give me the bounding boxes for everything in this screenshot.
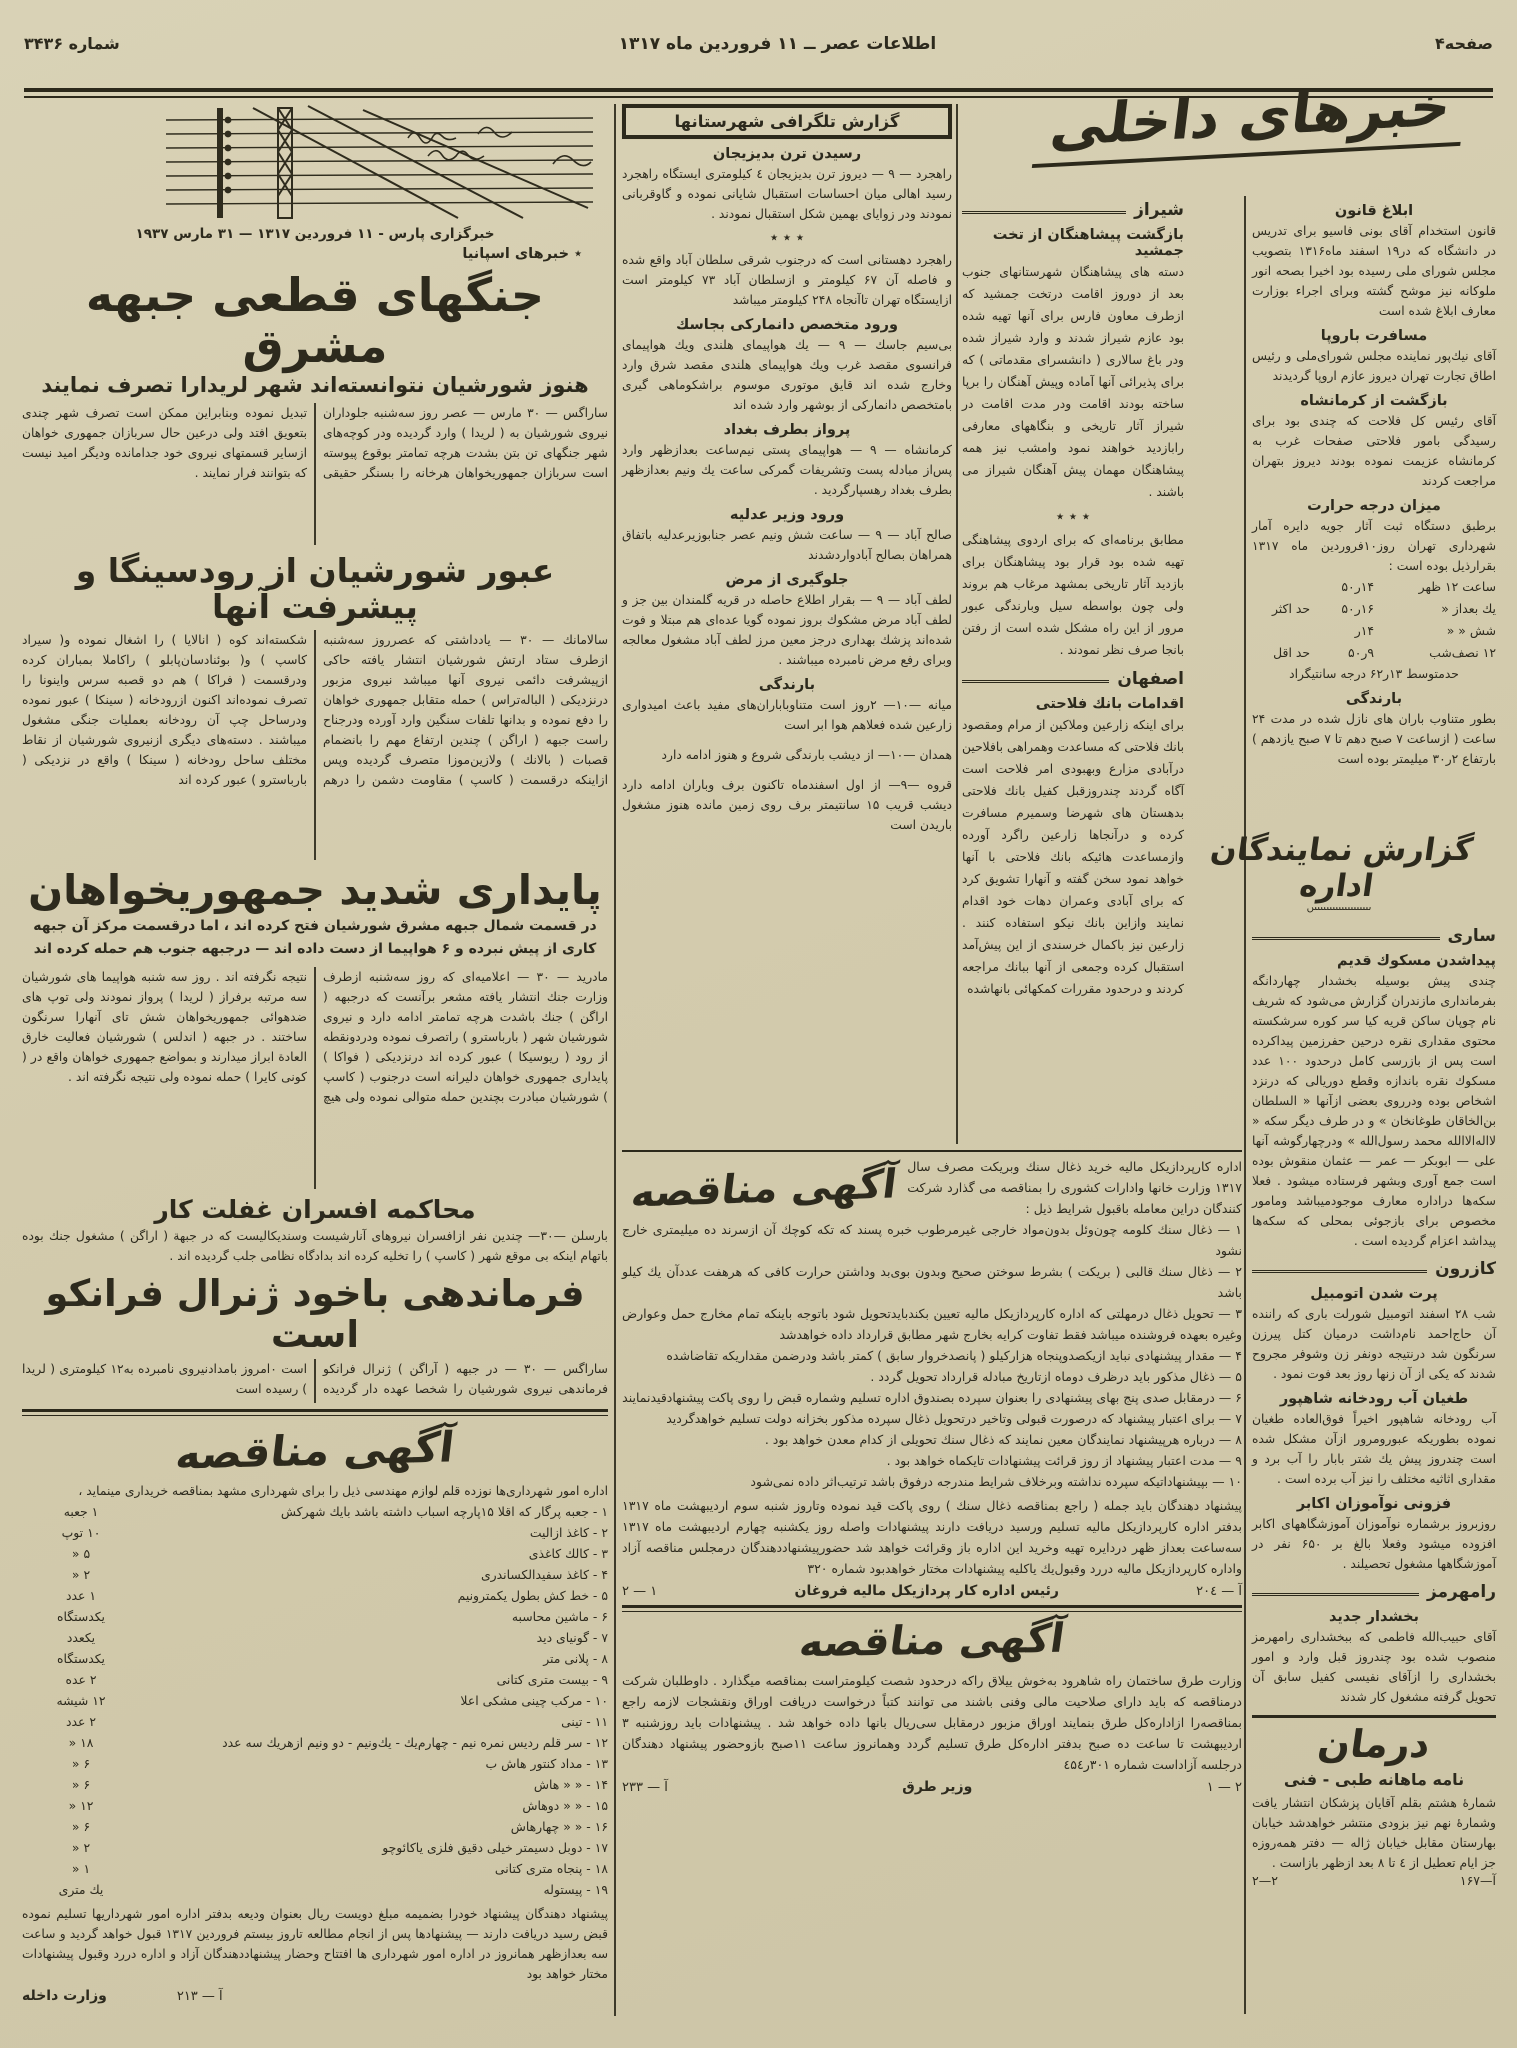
temperature-note: حد اکثر — [1271, 601, 1310, 616]
article-republican-resistance — [22, 967, 608, 1189]
section-title-scouts-return: بازگشت پیشاهنگان از تخت جمشید — [992, 227, 1184, 259]
city-header-shiraz — [962, 200, 1184, 220]
coal-tender-head — [622, 1156, 1242, 1219]
tenders-wide-section — [622, 1150, 1242, 2022]
spain-news-section — [22, 104, 608, 2042]
section-title-rainfall-tehran: بارندگی — [1345, 691, 1403, 707]
tender-term: ۶ — درمقابل صدی پنج بهای پیشنهادی را بعنوان سپرده بصندوق اداره تسلیم وشماره قبض را روی پاکت پیشنهادقیدنمایند — [622, 1390, 1242, 1405]
advert-ref-count: ۲—۲ — [1252, 1873, 1278, 1888]
section-body: آب رودخانه شاهپور اخیراً فوق‌العاده طغیان نموده بطوریکه عبورومرور ازآن مشکل شده است چندروز پیش یك شتر بابار را آب برد و مقداری اثاثیه مختلف را نیز آب برده است . — [1252, 1412, 1496, 1486]
headline-officers-trial: محاکمه افسران غفلت کار — [154, 1195, 476, 1225]
article-text: سالامانك — ۳۰ — یادداشتی که عصرروز سه‌شنبه ازطرف ستاد ارتش شورشیان انتشار یافته حاکی ازپیشرفت دائمی نیروی آنها میباشد نیروی مزبور درنزدیکی ( الباله‌تراس ) حمله متقابل جمهوری خواهان را دفع نموده و بدانها تلفات سنگین وارد آورده ودرجناح راست جبهه ( اراگن ) چندین ارتفاع مهم را بانضمام قصبات ( بالانك ) ولازین‌موزا متصرف گردیده وپس ازاینکه درقسمت ( کاسپ ) مقاومت دشمن را درهم شکسته‌اند کوه ( انالایا ) — [171, 632, 608, 787]
tender-item-row — [22, 1837, 608, 1858]
section-title-temperature: میزان درجه حرارت — [1307, 498, 1441, 514]
article-text: شخصا عهده دار گردیده است ۰امروز بامدادنیروی نامبرده به۱۲ کیلومتری ( لریدا ) رسیده است — [22, 1362, 448, 1397]
column-divider — [614, 104, 616, 2016]
advert-subtitle: نامه ماهانه طبی - فنی — [1283, 1770, 1465, 1789]
tender-item-row — [22, 1648, 608, 1669]
tender-signature: وزارت داخله — [22, 1988, 107, 2005]
tender-item-quantity: یکعدد — [66, 1630, 96, 1646]
article-text: مادرید — ۳۰ — اعلامیه‌ای که روز سه‌شنبه ازطرف وزارت جنك انتشار یافته مشعر برآنست که درجبهه ( اراگن ) جنك باشدت هرچه تمامتر ادامه دارد و نیروی شورشیان شهر ( بارباسترو ) راتصرف نموده ودردونقطه از رود ( ریوسیکا ) عبور کرده اند درنزدیکی ( فواکا ) پایداری جمهوری خواهان دلیرانه است درجنوب ( کاسپ ) شورشیان مبادرت — [323, 970, 608, 1105]
headline-franco-command: فرماندهی باخود ژنرال فرانکو است — [45, 1272, 585, 1356]
tender-item-row — [22, 1795, 608, 1816]
tender-term: ۸ — درباره هرپیشنهاد نمایندگان معین نمایند که ذغال سنك تحویلی از کدام معدن خواهد بود . — [764, 1432, 1242, 1447]
temperature-value: ۱۴ر۵۰ — [1341, 579, 1374, 594]
temperature-value: ۹ر۵۰ — [1348, 645, 1374, 660]
article-text: ساراگس — ۳۰ مارس — عصر روز سه‌شنبه جلوداران نیروی شورشیان به ( لریدا ) وارد گردیده ودر کوچه‌های شهر جنگهای تن بتن بشدت هرچه تمامتر بوقوع پیوسته است سربازان جمهوریخواهان هرخانه را بسنگر حقیقی تبدیل — [280, 406, 608, 481]
section-title-new-governor: بخشدار جدید — [1328, 1609, 1420, 1625]
rainfall-report: میانه —۱۰— ۲روز است متناوباباران‌های مفید باعث امیدواری زارعین شده فعلاهم هوا ابر است — [622, 698, 952, 732]
temperature-time: ساعت ۱۲ ظهر — [1418, 579, 1496, 594]
headline-republican-resistance: پایداری شدید جمهوریخواهان — [28, 865, 602, 914]
tender-item-name: ۱۱ - تینی — [561, 1714, 608, 1730]
coal-tender-terms-list — [622, 1219, 1242, 1492]
report-title: گزارش نمایندگان اداره — [1208, 832, 1475, 904]
section-body: بی‌سیم جاسك — ۹ — یك هواپیمای هلندی ویك هواپیمای فرانسوی مقصد غرب ویك هواپیمای هلندی مقصد شرق وارد وخارج شده اند قایق موتوری موسوم براشکوماهی گیری بامتخصص دانمارکی از بوشهر وارد شده اند — [622, 338, 952, 412]
city-header-sari — [1252, 926, 1496, 946]
page-number: صفحه۴ — [1435, 34, 1493, 53]
city-underline — [1252, 1266, 1427, 1273]
city-name: اصفهان — [1117, 669, 1184, 689]
masthead-title: اطلاعات عصر ــ ۱۱ فروردین ماه ۱۳۱۷ — [618, 34, 937, 54]
tender-body-road: وزارت طرق ساختمان راه شاهرود به‌خوش ییلاق راکه درحدود شصت کیلومتراست بمناقصه میگذارد . داوطلبان شرکت درمناقصه که باید دارای صلاحیت مالی وفنی باشند می توانند کتباً درخواست دریافت اوراق ونقشجات لازمه راجع بمناقصه‌را ازاداره‌کل طرق بنمایند اوراق مزبور درمقابل سی‌ریال بانها داده خواهد شد . پیشنهادات باید روزشنبه ۳ اردیبهشت تا ساعت ده صبح بدفتر اداره‌کل طرق تسلیم گردد وهمانروز ساعت ۱۱صبح بازوحضور پیشنهاد دهندگان درجلسه آزاداست شماره ۳۰۱ر٤۵٤ — [622, 1673, 1242, 1772]
city-underline — [1252, 1589, 1419, 1596]
advert-ref-number: آ—۱۶۷ — [1459, 1873, 1496, 1888]
section-title-baghdad-flight: پرواز بطرف بغداد — [723, 422, 851, 438]
tender-item-name: ۵ - خط کش بطول یکمترونیم — [457, 1588, 608, 1604]
section-title-justice-minister: ورود وزیر عدلیه — [729, 507, 845, 523]
article-officers-trial: بارسلن —۳۰— چندین نفر ازافسران نیروهای آنارشیست وسندیکالیست که در جبهة ( اراگن ) مشغول جنك بوده باتهام اینکه بی موقع شهر ( کاسپ ) را تخلیه کرده اند بدادگاه نظامی جلب گردیده اند . — [22, 1229, 608, 1264]
section-title-car-overturn: پرت شدن اتومبیل — [1310, 1286, 1438, 1302]
domestic-news-title: خبرهای داخلی — [1032, 73, 1469, 168]
headline-eastern-front: جنگهای قطعی جبهه مشرق — [85, 268, 545, 373]
section-title-kermanshah-return: بازگشت از کرمانشاه — [1300, 393, 1448, 409]
road-tender-signature-row — [622, 1779, 1242, 1795]
tender-run-count: ۲ — ۱ — [1206, 1780, 1242, 1795]
tender-item-row — [22, 1816, 608, 1837]
temperature-value: ۱۴ر — [1354, 623, 1374, 638]
city-underline — [962, 207, 1126, 214]
section-body: قانون استخدام آقای بونی فاسیو برای تدریس در دانشگاه که در۱۹ اسفند ماه۱۳۱۶ بتصویب مجلس شورای ملی رسیده بود اخیرا بصحه انور ملوکانه نیز موشح گشته وبرای اجراء بوزارت معارف ابلاغ شده است — [1252, 224, 1497, 318]
article-text: ساراگس — ۳۰ — در جبهه ( آراگن ) ژنرال فرانکو فرماندهی نیروی شورشیان را — [323, 1362, 608, 1397]
section-body: دسته های پیشاهنگان شهرستانهای جنوب بعد از دوروز اقامت درتخت جمشید که ازطرف معاون فارس برای آنها تهیه شده بود عازم شیراز شدند و وارد شیراز شده ودر باغ سالاری ( دانشسرای مقدماتی ) که برای پذیرائی آنها آماده وپیش آهنگان را برپا ساخته بودند اقامت ودر مدت اقامت در شیراز آثار تاریخی و بنگاههای معارفی رابازدید خواهند نمود وامشب نیز همه پیشاهنگان مهمان پیش آهنگان شیراز می باشند . — [962, 265, 1184, 499]
section-body: راهجرد دهستانی است که درجنوب شرقی سلطان آباد واقع شده و فاصله آن ۶۷ کیلومتر و ازسلطان آباد ۷۳ کیلومتر است ازایستگاه تهران تاآنجاه ۲۴۸ کیلومتر میباشد — [622, 253, 952, 307]
tender-item-name: ۴ - کاغذ سفیدالکساندری — [480, 1567, 608, 1583]
section-body: آقای نیك‌پور نماینده مجلس شورای‌ملی و رئیس اطاق تجارت تهران دیروز عازم اروپا گردیدند — [1252, 349, 1496, 383]
city-name: کازرون — [1435, 1259, 1496, 1279]
report-of-representatives-banner — [1178, 832, 1500, 912]
city-header-ramhormoz — [1252, 1582, 1496, 1602]
domestic-column-upper — [1252, 196, 1496, 830]
rainfall-report: همدان —۱۰— از دیشب بارندگی شروع و هنوز ادامه دارد — [661, 748, 952, 762]
coal-tender-signature-row — [622, 1583, 1242, 1599]
tender-items-list — [22, 1501, 608, 1900]
tender-ref-number: آ — ۲۳۳ — [622, 1780, 668, 1795]
advert-title: درمان — [1315, 1722, 1433, 1766]
city-header-isfahan — [962, 669, 1184, 689]
photo-caption-agency: خبرگزاری پارس - ۱۱ فروردین ۱۳۱۷ — ۳۱ مارس ۱۹۳۷ — [135, 226, 495, 242]
tender-item-name: ۱۷ - دوبل دسیمتر خیلی دقیق فلزی یاکائوچو — [382, 1840, 608, 1856]
tender-item-row — [22, 1690, 608, 1711]
tender-item-name: ۱۳ - مداد کنتور هاش ب — [485, 1756, 608, 1772]
tender-item-row — [22, 1564, 608, 1585]
tender-term: ۳ — تحویل ذغال درمهلتی که اداره کارپردازیکل مالیه تعیین بکندبایدتحویل شود باتوجه باینکه تمام مخارج حمل وعوارض وغیره بعهده فروشنده میباشد فقط تفاوت کرایه بخارج شهر مطابق قرارداد داده خواهدشد — [622, 1306, 1242, 1342]
section-body: روزبروز برشماره نوآموزان آموزشگاههای اکابر افزوده میشود وفعلا بالغ بر ۶۵۰ نفر در آموزشگاهها مشغول تحصیلند . — [1252, 1517, 1496, 1571]
section-body: لطف آباد — ۹ — بقرار اطلاع حاصله در قریه گلمندان بین جز و لطف آباد مرض مشکوك بروز نموده گویا عده‌ای هم مبتلا و فوت شده‌اند پزشك بهداری درجز معین مرز لطف آباد مشغول معالجه وبرای رفع مرض نامبرده میباشند . — [622, 593, 952, 667]
tender-item-row — [22, 1753, 608, 1774]
tender-item-name: ۶ - ماشین محاسبه — [511, 1609, 608, 1625]
tender-item-name: ۹ - بیست متری کتانی — [496, 1672, 608, 1688]
tender-intro-mashhad: اداره امور شهرداری‌ها نوزده قلم لوازم مهندسی ذیل را برای شهرداری مشهد بمناقصه خریداری مینماید ، — [78, 1484, 608, 1499]
tender-item-row — [22, 1879, 608, 1900]
section-title-danish-expert: ورود متخصص دانمارکی بجاسك — [676, 317, 898, 333]
section-body: کرمانشاه — ۹ — هواپیمای پستی نیم‌ساعت بعدازظهر وارد پس‌از مبادله پست وتشریفات گمرکی ساعت یك ونیم بعدازظهر بطرف بغداد رهسپارگردید . — [622, 443, 952, 497]
telegraph-column-title: گزارش تلگرافی شهرستانها — [622, 104, 952, 139]
tender-item-row — [22, 1522, 608, 1543]
section-title-rainfall: بارندگی — [758, 677, 816, 693]
telegraph-reports-column — [622, 104, 952, 1144]
temperature-table — [1252, 576, 1496, 664]
column-divider — [1244, 196, 1246, 2014]
section-body: بطور متناوب باران های نازل شده در مدت ۲۴ ساعت ( ازساعت ۷ صبح دهم تا ۷ صبح یازدهم ) بارتفاع ۲ر۳۰ میلیمتر بوده است — [1252, 712, 1496, 766]
tender-term: ۹ — مدت اعتبار پیشنهاد از روز قرائت پیشنهادات تایکماه خواهد بود . — [886, 1453, 1242, 1468]
city-name: ساری — [1447, 926, 1496, 946]
shiraz-isfahan-column — [962, 192, 1184, 1144]
section-title-old-coins: پیداشدن مسکوك قدیم — [1336, 953, 1496, 969]
section-rule — [622, 1605, 1242, 1612]
tender-item-name: ۱ - جعبه پرگار که اقلا ۱۵پارچه اسباب داشته باشد بایك شهرکش — [280, 1504, 608, 1520]
temperature-value: ۱۶ر۵۰ — [1341, 601, 1374, 616]
domestic-news-banner — [1030, 73, 1470, 160]
tender-term: ۷ — برای اعتبار پیشنهاد که درصورت قبولی وتاخیر درتحویل ذغال سپرده مذکور بخزانه دولت تسلیم خواهدگردید — [666, 1411, 1242, 1426]
city-underline — [962, 676, 1109, 683]
article-text: نموده وبنابراین ممکن است تصرف شهر چندی بتعویق افتد ولی درعین حال سربازان جمهوری خواهان ازسایر قسمتهای نیروی خود جدامانده ودیگر امید نیست که بتوانند فرار نمایند . — [22, 406, 307, 481]
tender-item-quantity: ۲ عدد — [65, 1714, 96, 1730]
darman-advert-box — [1252, 1715, 1496, 1888]
rainfall-report-list — [622, 695, 952, 835]
tender-item-quantity: ۱۰ توپ — [61, 1525, 101, 1541]
temperature-time: شش « « — [1446, 623, 1496, 638]
section-title-disease-prevention: جلوگیری از مرض — [725, 572, 849, 588]
tender-signature: رئیس اداره کار پردازیکل مالیه فروغان — [794, 1583, 1059, 1599]
tender-item-row — [22, 1543, 608, 1564]
tender-item-row — [22, 1606, 608, 1627]
tender-item-quantity: ۶ « — [71, 1756, 91, 1772]
section-rule — [22, 1409, 608, 1416]
tender-term: ۵ — ذغال مذکور باید درظرف دوماه ازتاریخ مبادله قرارداد تحویل گردد . — [870, 1369, 1242, 1384]
rainfall-report: قروه —۹— از اول اسفندماه تاکنون برف وباران ادامه دارد دیشب قریب ۱۵ سانتیمتر برف روی زمین مانده هنوز مشغول باریدن است — [622, 778, 953, 832]
section-body: مطابق برنامه‌ای که برای اردوی پیشاهنگی تهیه شده بود قرار بود پیشاهنگان برای بازدید آثار تاریخی بمشهد مرغاب هم بروند ولی چون بواسطه سیل وبارندگی عبور مرور از این راه مشکل شده است از رفتن بانجا صرف نظر نمودند . — [962, 533, 1184, 657]
city-header-kazerun — [1252, 1259, 1496, 1279]
temperature-row — [1252, 642, 1496, 664]
tender-item-name: ۳ - کالك کاغذی — [528, 1546, 608, 1562]
tender-term: ۴ — مقدار پیشنهادی نباید ازیکصدوپنجاه هزارکیلو ( پانصدخروار سابق ) کمتر باشد ودرضمن مقداریکه تقاضاشده — [666, 1348, 1242, 1363]
tender-title-mashhad: آگهی مناقصه — [173, 1422, 457, 1480]
tender-item-quantity: ۱۲ « — [68, 1798, 94, 1814]
tender-item-quantity: ۲ « — [71, 1840, 91, 1856]
tender-item-row — [22, 1858, 608, 1879]
domestic-column-lower — [1252, 918, 1496, 2016]
article-singa-crossing — [22, 630, 608, 860]
tender-term: ۲ — ذغال سنك قالبی ( بریکت ) بشرط سوختن صحیح وبدون بوی‌بد وداشتن حرارت کافی که هرهفت عددآن یك کیلو باشد — [622, 1264, 1242, 1300]
tender-closing-coal: پیشنهاد دهندگان باید جمله ( راجع بمناقصه ذغال سنك ) روی پاکت قید نموده وتاروز شنبه سوم اردیبهشت ماه ۱۳۱۷ بدفتر اداره کارپردازیکل مالیه تسلیم ورسید دریافت دارند پیشنهادات واصله روز یکشنبه چهارم اردیبهشت ماه ۱۳۱۷ سه‌ساعت بعداز ظهر دردایره تهیه وخرید این اداره باز وقرائت خواهد شد حضورپیشنهاددهندگان درمجلس مناقصه آزاد واداره کارپردازیکل مالیه دررد وقبول‌یك یاکلیه پیشنهادات مختار خواهدبود شماره ۳۲۰ — [622, 1498, 1242, 1576]
tender-signature: وزیر طرق — [902, 1779, 973, 1795]
section-title-europe-trip: مسافرت باروپا — [1320, 328, 1428, 344]
tender-item-quantity: ۲ « — [71, 1567, 91, 1583]
temperature-time: یك بعداز « — [1441, 601, 1496, 616]
tender-item-quantity: یکدستگاه — [56, 1609, 106, 1625]
section-body: راهجرد — ۹ — دیروز ترن بدیزیجان ٤ کیلومتری ایستگاه راهجرد رسید اهالی میان احساسات استقبال شایانی نموده و گاوقربانی نمودند ودر زوایای بهمین شکل استقبال نمودند . — [622, 167, 952, 221]
tender-item-quantity: ۱ جعبه — [63, 1504, 99, 1520]
telegraph-illustration — [22, 104, 608, 224]
tender-item-row — [22, 1669, 608, 1690]
ornament-stars-icon: ٭ ٭ ٭ — [769, 228, 805, 246]
article-franco-command — [22, 1359, 608, 1403]
tender-ref-number: آ — ۲۱۳ — [176, 1989, 223, 2005]
tender-ref-number: آ — ۲۰٤ — [1196, 1584, 1242, 1599]
tender-item-row — [22, 1585, 608, 1606]
temperature-note: حد اقل — [1273, 645, 1310, 660]
advert-body: شمارهٔ هشتم بقلم آقایان پزشکان انتشار یافت وشمارهٔ نهم نیز بزودی منتشر خواهدشد خیابان بهارستان مقابل خیابان ژاله — دفتر همه‌روزه جز ایام تعطیل از ٤ تا ۸ بعد ازظهر بازاست . — [1252, 1796, 1496, 1870]
column-divider — [956, 104, 958, 1144]
issue-number: شماره ۳۴۳۶ — [24, 34, 120, 53]
tender-item-name: ۱۵ - « « دوهاش — [522, 1798, 608, 1814]
tender-item-name: ۱۹ - پیستوله — [543, 1882, 608, 1898]
temperature-row — [1252, 620, 1496, 642]
city-name: شیراز — [1134, 200, 1184, 220]
tender-item-quantity: ۶ « — [71, 1777, 91, 1793]
tender-item-quantity: ۱۲ شیشه — [56, 1693, 106, 1709]
tender-signature-row — [22, 1988, 608, 2004]
tender-item-quantity: یکدستگاه — [56, 1651, 106, 1667]
photo-caption-topic: ٭ خبرهای اسپانیا — [462, 246, 582, 262]
tender-term: ۱ — ذغال سنك کلومه چون‌وئل بدون‌مواد خارجی غیرمرطوب خبره پسند که تکه کوچك آن ازسرند ده میلیمتری خارج نشود — [622, 1222, 1242, 1258]
section-title-law-notice: ابلاغ قانون — [1334, 203, 1414, 219]
tender-item-quantity: ۶ « — [71, 1819, 91, 1835]
tender-item-name: ۷ - گونیای دید — [536, 1630, 608, 1646]
tender-item-row — [22, 1501, 608, 1522]
tender-item-name: ۲ - کاغذ ازالیت — [529, 1525, 608, 1541]
tender-item-quantity: ۱ عدد — [65, 1588, 96, 1604]
article-eastern-front — [22, 403, 608, 545]
temperature-note — [1252, 576, 1310, 598]
section-title-river-flood: طغیان آب رودخانه شاهپور — [1279, 1391, 1469, 1407]
tender-run-count: ۱ — ۲ — [622, 1584, 658, 1599]
section-body: آقای حبیب‌الله فاطمی که ببخشداری رامهرمز منصوب شده بود چندروز قبل وارد و امور بخشداری را ازآقای نفیسی کفیل سابق آن تحویل گرفته مشغول کار شدند — [1252, 1630, 1496, 1704]
section-body: آقای رئیس کل فلاحت که چندی بود برای رسیدگی بامور فلاحتی صفحات غرب به کرمانشاه عزیمت نموده بودند دیروز بتهران مراجعت کردند — [1252, 414, 1496, 488]
article-text: را اشغال نموده و( سیراد کاسپ ) و( بوئنادسان‌پابلو ) راکاملا بمباران کرده ودرقسمت ( فراکا ) هم دو قصبه سرس واینونا را تصرف نموده‌اند اکنون ازرودخانه ( سینکا ) عبور نموده ودرساحل چپ آن رودخانه بعملیات جنگی مشغول میباشند . دسته‌های دیگری ازنیروی شورشیان از نقاط مختلف ساحل رودخانه ( سینکا ) واقع در نزدیکی ( بارباسترو ) عبور کرده اند — [22, 632, 307, 787]
tender-item-name: ۱۲ - سر قلم ردیس نمره نیم - چهارم‌یك - یك‌ونیم - دو ونیم ازهریك سه عدد — [222, 1735, 608, 1751]
temperature-row — [1252, 598, 1496, 620]
tender-item-row — [22, 1774, 608, 1795]
tender-item-quantity: ۱ « — [71, 1861, 91, 1877]
tender-item-name: ۱۴ - « « هاش — [533, 1777, 608, 1793]
tender-term: ۱۰ — بپیشنهاداتیکه سپرده نداشته وبرخلاف شرایط مندرجه درفوق باشد ترتیب‌اثر داده نمی‌شود — [750, 1474, 1242, 1489]
temperature-time: ۱۲ نصف‌شب — [1429, 645, 1496, 660]
section-body: برای اینکه زارعین وملاکین از مرام ومقصود بانك فلاحتی که مساعدت وهمراهی بافلاحین درآبادی مزارع وبهبودی امر فلاحت است آگاه گردند چندروزقبل کفیل بانك فلاحتی بدهستان های شهرضا وسمیرم مسافرت کرده و درآنجاها زارعین راگرد آورده وازمساعدت هائیکه بانك فلاحتی با آنها خواهد نمود سخن گفته و آنهارا تشویق کرد که برای آبادی وعمران دهات خود اقدام نمایند وازاین بانك نیکو استفاده کنند . زارعین نیز باکمال خرسندی از این پیش‌آمد استقبال کرده وجمعی از آنها ببانك مراجعه کردند و درحدود مقررات کمکهائی بانهاشده — [962, 718, 1184, 996]
tender-item-quantity: ۱۸ « — [68, 1735, 94, 1751]
temperature-row — [1252, 576, 1496, 598]
tender-item-name: ۱۸ - پنجاه متری کتانی — [494, 1861, 608, 1877]
tender-intro-coal: اداره کارپردازیکل مالیه خرید ذغال سنك وبریکت مصرف سال ۱۳۱۷ وزارت خانها وادارات کشوری را بمناقصه می گذارد شرکت کنندگان دراین معامله باقبول شرایط ذیل : — [907, 1159, 1242, 1216]
section-title-agri-bank: اقدامات بانك فلاحتی — [1035, 696, 1184, 712]
tender-title-road: آگهی مناقصه — [796, 1615, 1068, 1667]
tender-item-row — [22, 1711, 608, 1732]
subheadline-republican-resistance: در قسمت شمال جبهه مشرق شورشیان فتح کرده اند ، اما درقسمت مرکز آن جبهه کاری از پیش نبرده و ۶ هواپیما از دست داده اند — درجبهه جنوب هم حمله کرده اند — [33, 917, 597, 957]
tender-item-row — [22, 1627, 608, 1648]
section-title-train: رسیدن ترن بدیزیجان — [712, 146, 862, 162]
tender-item-name: ۱۶ - « « چهارهاش — [510, 1819, 608, 1835]
tender-item-quantity: ۲ عده — [65, 1672, 97, 1688]
temperature-intro: برطبق دستگاه ثبت آثار جویه دایره آمار شهرداری تهران روز۱۰فروردین ماه ۱۳۱۷ بقرارذیل بوده است : — [1252, 519, 1496, 573]
city-name: رامهرمز — [1426, 1582, 1496, 1602]
subheadline-lerida: هنوز شورشیان نتوانسته‌اند شهر لریدارا تصرف نمایند — [41, 373, 589, 398]
dotted-rule: ںںںںںںںںںںںںںںںںںںںں — [1306, 902, 1372, 913]
tender-title-coal: آگهی مناقصه — [628, 1161, 900, 1217]
tender-item-name: ۱۰ - مرکب چینی مشکی اعلا — [460, 1693, 608, 1709]
section-body: چندی پیش بوسیله بخشدار چهاردانگه بفرمانداری مازندران گزارش می‌شود که شریف نام چوپان ساکن قریه کیا سر کوره سرشکسته محتوی مقداری نقره درحین حفرزمین پیداکرده است پس از بازرسی کامل درحدود ۱۰۰ عدد مسکوك نقره باندازه وقطع دوریالی که درنزد اشخاص بوده ودرروی بعضی ازآنها « السلطان بن‌الخاقان طوغانخان » و در طرف دیگر سکه « لااله‌الاالله محمد رسول‌الله » ودرچهارگوشه آنها علی — ابوبکر — عمر — عثمان منقوش بوده است جمع آوری وبشهر فرستاده میشود . فعلا سکه‌ها دراداره معارف موجودمیباشد ومامور مخصوص برای بازجوئی بمحلی که سکه‌ها پیداشد اعزام گردیده است . — [1252, 974, 1497, 1248]
temperature-average: حدمتوسط ۱۳ر۶۲ درجه سانتیگراد — [1289, 667, 1459, 681]
masthead-row — [24, 34, 1493, 54]
section-body: شب ۲۸ اسفند اتومبیل شورلت باری که راننده آن حاج‌احمد نام‌داشت درمیان کتل پیرزن سرنگون شد درنتیجه دونفر زن وشوفر مجروح شدند که یکی از آن زنها روز بعد فوت نمود . — [1252, 1307, 1496, 1381]
article-text: بچندین حمله متوالی نموده ولی هیچ نتیجه نگرفته اند . روز سه شنبه هواپیما های شورشیان سه مرتبه برفراز ( لریدا ) پرواز نمودند ولی توپ های ضدهوائی جمهوریخواهان شش تای آنهارا سرنگون ساختند . در جبهه ( اندلس ) شورشیان فعالیت خارق العادة ابراز میدارند و بمواضع جمهوری خواهان واقع در ( کونی کایرا ) حمله نموده ولی نتیجه نگرفته اند . — [22, 970, 505, 1105]
tender-item-row — [22, 1732, 608, 1753]
tender-item-quantity: ۵ « — [71, 1546, 91, 1562]
city-underline — [1252, 933, 1440, 940]
temperature-note — [1252, 620, 1310, 642]
section-title-adult-learners: فزونی نوآموزان اکابر — [1296, 1496, 1452, 1512]
advert-ref-row — [1252, 1873, 1496, 1888]
headline-singa-crossing: عبور شورشیان از رودسینگا و پیشرفت آنها — [75, 551, 555, 627]
tender-closing-mashhad: پیشنهاد دهندگان پیشنهاد خودرا بضمیمه مبلغ دویست ریال بعنوان ودیعه بدفتر اداره امور شهرداریها تسلیم نموده قبض رسید دریافت دارند — پیشنهادها پس از انجام مطالعه تاروز بیستم فروردین ۱۳۱۷ قبول خواهد گردید و ساعت سه بعدازظهر همانروز در اداره امور شهرداری ها افتتاح وحضار پیشنهاددهندگان آزاد و اداره دررد وقبول پیشنهادات مختار خواهد بود — [22, 1907, 609, 1982]
section-body: صالح آباد — ۹ — ساعت شش ونیم عصر جنابوزیرعدلیه باتفاق همراهان بصالح آبادواردشدند — [622, 528, 952, 562]
ornament-stars-icon: ٭ ٭ ٭ — [1055, 507, 1091, 525]
tender-item-name: ۸ - پلانی متر — [543, 1651, 608, 1667]
tender-item-quantity: یك متری — [58, 1882, 104, 1898]
